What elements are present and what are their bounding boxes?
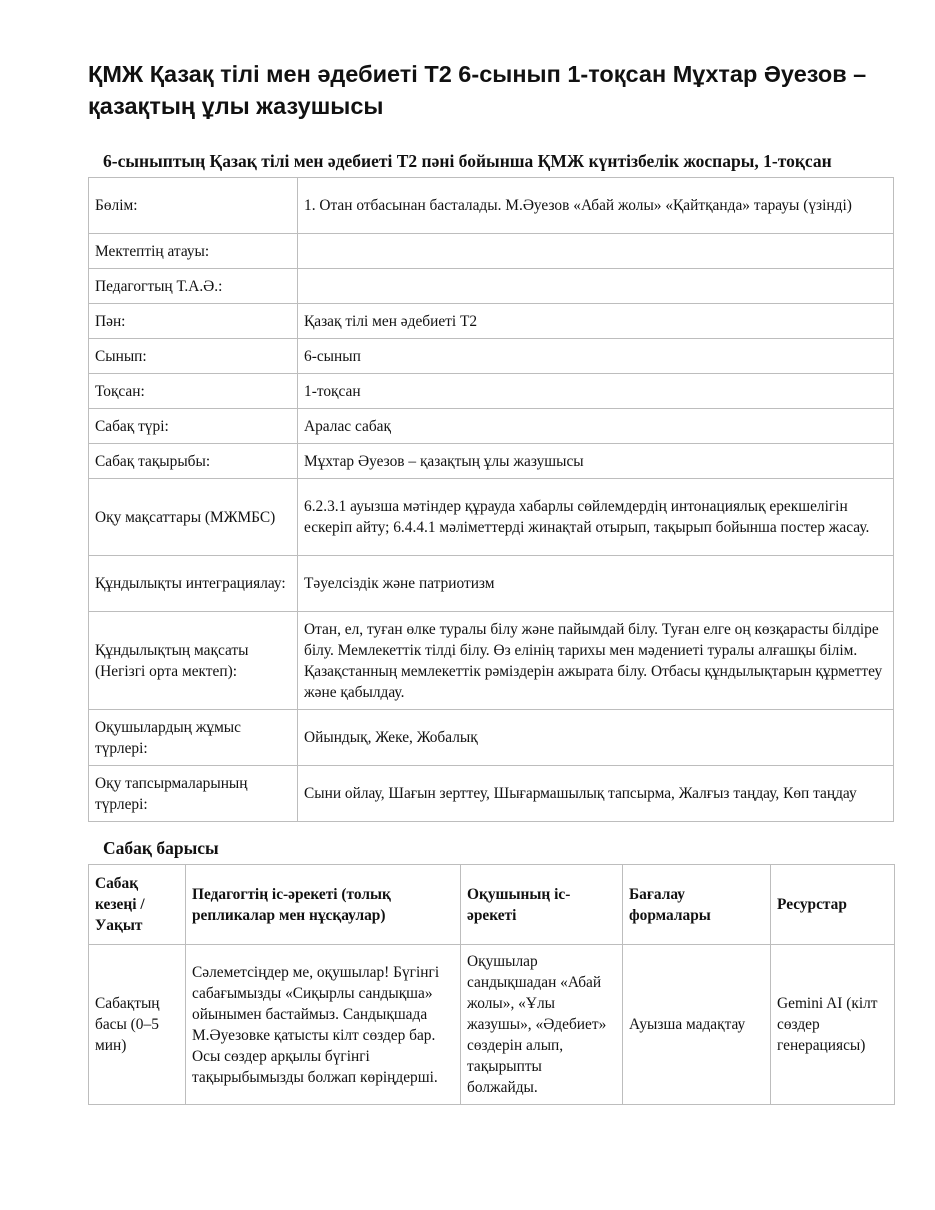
table-row <box>89 766 894 822</box>
document-title: ҚМЖ Қазақ тілі мен әдебиеті Т2 6-сынып 1-тоқсан Мұхтар Әуезов – қазақтың ұлы жазушысы <box>88 61 867 119</box>
info-key: Сабақ түрі: <box>89 409 298 444</box>
cell-stage: Сабақтың басы (0–5 мин) <box>89 945 186 1105</box>
info-key: Тоқсан: <box>89 374 298 409</box>
info-key: Оқу мақсаттары (МЖМБС) <box>89 479 298 556</box>
info-key: Құндылықты интеграциялау: <box>89 556 298 612</box>
table-row <box>89 612 894 710</box>
info-value: 6.2.3.1 ауызша мәтіндер құрауда хабарлы сөйлемдердің интонациялық ерекшелігін ескеріп айту; 6.4.4.1 мәліметтерді жинақтай отырып, тақырып бойынша постер жасау. <box>298 479 894 556</box>
info-key: Сабақ тақырыбы: <box>89 444 298 479</box>
table-row <box>89 479 894 556</box>
info-key: Оқушылардың жұмыс түрлері: <box>89 710 298 766</box>
table-row <box>89 339 894 374</box>
table-row <box>89 710 894 766</box>
info-value <box>298 269 894 304</box>
info-key: Пән: <box>89 304 298 339</box>
table-row <box>89 409 894 444</box>
table-row <box>89 444 894 479</box>
info-value: 1. Отан отбасынан басталады. М.Әуезов «Абай жолы» «Қайтқанда» тарауы (үзінді) <box>298 178 894 234</box>
table-row <box>89 945 895 1105</box>
info-value: 6-сынып <box>298 339 894 374</box>
info-key: Педагогтың Т.А.Ә.: <box>89 269 298 304</box>
info-key: Оқу тапсырмаларының түрлері: <box>89 766 298 822</box>
info-value: Қазақ тілі мен әдебиеті Т2 <box>298 304 894 339</box>
table-row <box>89 304 894 339</box>
table-row <box>89 556 894 612</box>
info-key: Мектептің атауы: <box>89 234 298 269</box>
info-value <box>298 234 894 269</box>
table-row <box>89 234 894 269</box>
lesson-progress-heading: Сабақ барысы <box>103 838 219 858</box>
lesson-progress-table <box>88 864 895 1105</box>
table-row <box>89 269 894 304</box>
cell-assessment: Ауызша мадақтау <box>623 945 771 1105</box>
column-header-resources: Ресурстар <box>771 865 895 945</box>
cell-resources: Gemini AI (кілт сөздер генерациясы) <box>771 945 895 1105</box>
info-value: Отан, ел, туған өлке туралы білу және пайымдай білу. Туған елге оң көзқарасты білдіре білу. Мемлекеттік тілді білу. Өз елінің тарихы мен мәдениеті туралы алғашқы білім. Қазақстанның мемлекеттік рәміздерін ажырата білу. Отбасы құндылықтарын құрметтеу және қабылдау. <box>298 612 894 710</box>
info-value: Тәуелсіздік және патриотизм <box>298 556 894 612</box>
document-page <box>88 58 894 1105</box>
plan-heading: 6-сыныптың Қазақ тілі мен әдебиеті Т2 пәні бойынша ҚМЖ күнтізбелік жоспары, 1-тоқсан <box>103 151 832 171</box>
table-header-row <box>89 865 895 945</box>
column-header-assessment: Бағалау формалары <box>623 865 771 945</box>
info-value: Мұхтар Әуезов – қазақтың ұлы жазушысы <box>298 444 894 479</box>
info-value: Ойындық, Жеке, Жобалық <box>298 710 894 766</box>
info-key: Бөлім: <box>89 178 298 234</box>
info-key: Құндылықтың мақсаты (Негізгі орта мектеп): <box>89 612 298 710</box>
cell-student-activity: Оқушылар сандықшадан «Абай жолы», «Ұлы жазушы», «Әдебиет» сөздерін алып, тақырыпты болжайды. <box>461 945 623 1105</box>
column-header-stage: Сабақ кезеңі / Уақыт <box>89 865 186 945</box>
info-key: Сынып: <box>89 339 298 374</box>
cell-teacher-activity: Сәлеметсіңдер ме, оқушылар! Бүгінгі сабағымызды «Сиқырлы сандықша» ойынымен бастаймыз. Сандықшада М.Әуезовке қатысты кілт сөздер бар. Осы сөздер арқылы бүгінгі тақырыбымызды болжап көріңдерші. <box>186 945 461 1105</box>
info-value: Сыни ойлау, Шағын зерттеу, Шығармашылық тапсырма, Жалғыз таңдау, Көп таңдау <box>298 766 894 822</box>
table-row <box>89 178 894 234</box>
column-header-teacher-activity: Педагогтің іс-әрекеті (толық репликалар мен нұсқаулар) <box>186 865 461 945</box>
lesson-info-table <box>88 177 894 822</box>
info-value: Аралас сабақ <box>298 409 894 444</box>
table-row <box>89 374 894 409</box>
info-value: 1-тоқсан <box>298 374 894 409</box>
column-header-student-activity: Оқушының іс-әрекеті <box>461 865 623 945</box>
